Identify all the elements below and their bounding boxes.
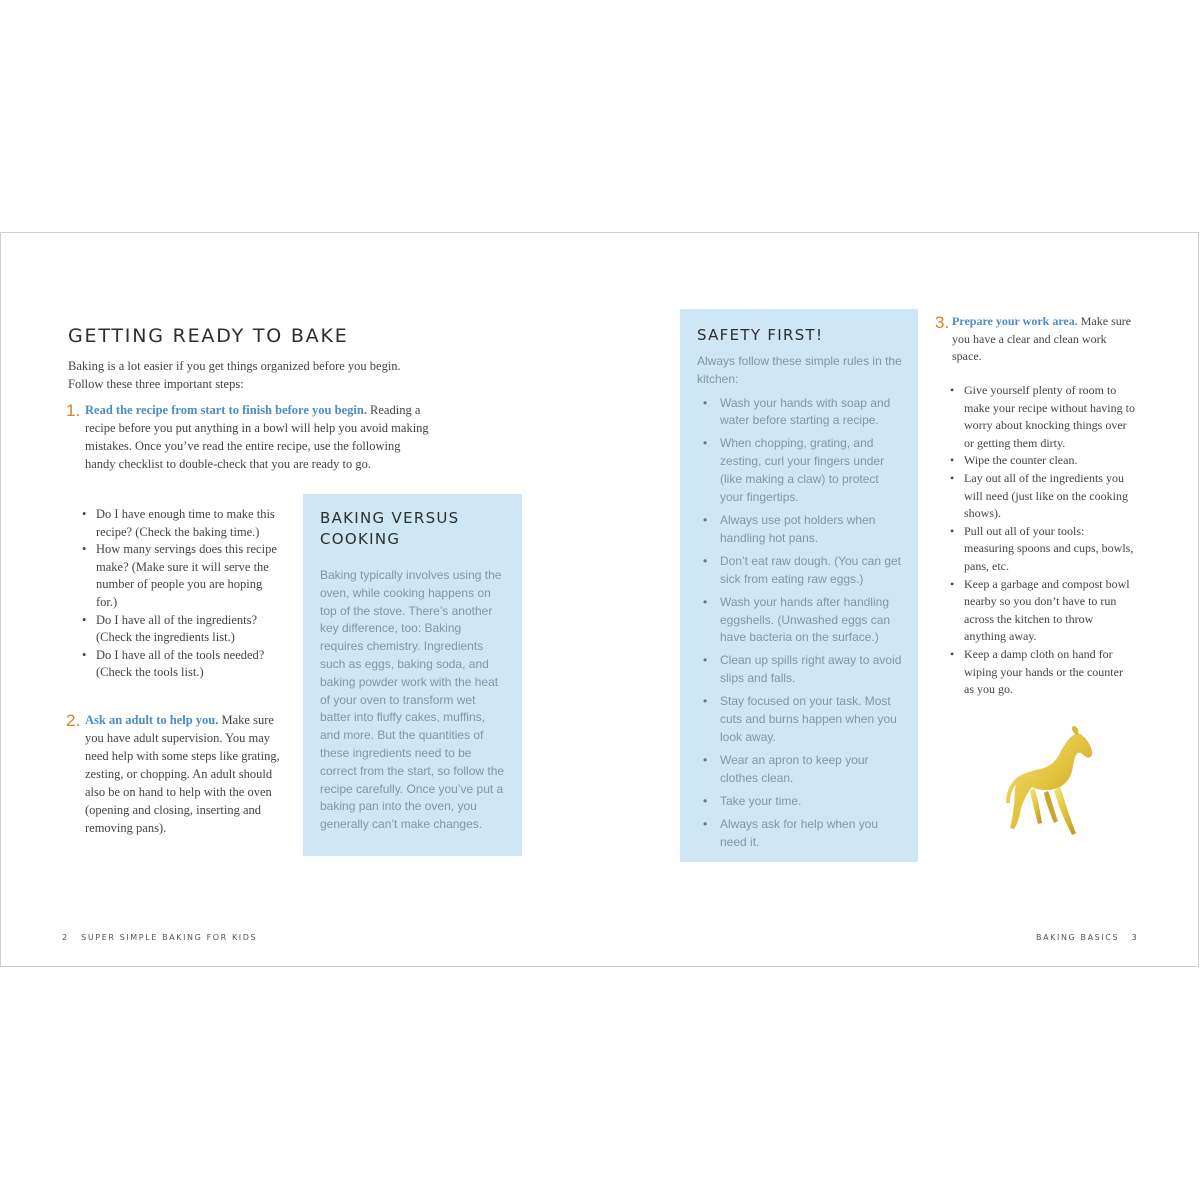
safety-rule: • Wash your hands after handling eggshells. (Unwashed eggs can have bacteria on the surface.)	[697, 594, 904, 647]
safety-rule: • When chopping, grating, and zesting, curl your fingers under (like making a claw) to protect your fingertips.	[697, 435, 904, 506]
checklist-item: • Pull out all of your tools: measuring spoons and cups, bowls, pans, etc.	[950, 523, 1135, 576]
footer-left	[62, 933, 257, 942]
golden-horse-figurine	[1000, 725, 1100, 840]
step-1-heading: Read the recipe from start to finish before you begin.	[85, 403, 367, 417]
step-3-number: 3.	[935, 313, 950, 332]
safety-rule: • Always ask for help when you need it.	[697, 816, 904, 852]
step-1	[85, 401, 430, 473]
work-area-checklist	[950, 382, 1135, 699]
safety-rule: • Wear an apron to keep your clothes clean.	[697, 752, 904, 788]
checklist	[82, 506, 277, 682]
checklist-item: • Keep a damp cloth on hand for wiping your hands or the counter as you go.	[950, 646, 1135, 699]
step-2-heading: Ask an adult to help you.	[85, 713, 219, 727]
checklist-item: • Do I have all of the tools needed? (Check the tools list.)	[82, 647, 277, 682]
safety-intro: Always follow these simple rules in the kitchen:	[697, 354, 902, 386]
checklist-item: • Wipe the counter clean.	[950, 452, 1135, 470]
safety-rules-list	[697, 395, 904, 852]
footer-page-number-left: 2	[62, 933, 69, 942]
checklist-item: • Lay out all of the ingredients you will need (just like on the cooking shows).	[950, 470, 1135, 523]
step-1-text: Reading a recipe before you put anything in a bowl will help you avoid making mistakes. Once you’ve read the entire recipe, use the following handy checklist to double-check that you are ready to go.	[85, 403, 429, 471]
baking-vs-cooking-box	[303, 494, 522, 856]
sidebar-text: Baking typically involves using the oven, while cooking happens on top of the stove. There’s another key difference, too: Baking requires chemistry. Ingredients such as eggs, baking soda, and baking powder work with the heat of your oven to transform wet batter into fluffy cakes, muffins, and more. But the quantities of these ingredients need to be correct from the start, so follow the recipe carefully. Once you’ve put a baking pan into the oven, you generally can’t make changes.	[320, 568, 505, 832]
intro-text: Baking is a lot easier if you get things organized before you begin. Follow these three important steps:	[68, 359, 401, 391]
footer-right	[1036, 933, 1138, 942]
checklist-item: • Do I have enough time to make this recipe? (Check the baking time.)	[82, 506, 277, 541]
sidebar-title: BAKING VERSUS COOKING	[320, 509, 460, 548]
step-2	[85, 711, 290, 837]
safety-rule: • Don’t eat raw dough. (You can get sick from eating raw eggs.)	[697, 553, 904, 589]
footer-section-title: BAKING BASICS	[1036, 933, 1120, 942]
step-3	[952, 313, 1137, 366]
footer-page-number-right: 3	[1131, 933, 1139, 942]
safety-rule: • Clean up spills right away to avoid slips and falls.	[697, 652, 904, 688]
safety-rule: • Stay focused on your task. Most cuts and burns happen when you look away.	[697, 693, 904, 746]
footer-book-title: SUPER SIMPLE BAKING FOR KIDS	[81, 933, 258, 942]
safety-rule: • Always use pot holders when handling hot pans.	[697, 512, 904, 548]
step-3-text: Make sure you have a clear and clean work space.	[952, 314, 1132, 364]
step-2-number: 2.	[66, 711, 81, 730]
safety-rule: • Take your time.	[697, 793, 904, 811]
checklist-item: • Keep a garbage and compost bowl nearby so you don’t have to run across the kitchen to throw anything away.	[950, 576, 1135, 646]
checklist-item: • Do I have all of the ingredients? (Check the ingredients list.)	[82, 612, 277, 647]
safety-title: SAFETY FIRST!	[697, 326, 824, 344]
step-1-number: 1.	[66, 401, 81, 420]
checklist-item: • How many servings does this recipe make? (Make sure it will serve the number of people you are hoping for.)	[82, 541, 277, 611]
step-3-heading: Prepare your work area.	[952, 314, 1078, 328]
step-2-text: Make sure you have adult supervision. You may need help with some steps like grating, zesting, or chopping. An adult should also be on hand to help with the oven (opening and closing, inserting and removing pans).	[85, 713, 280, 835]
checklist-item: • Give yourself plenty of room to make your recipe without having to worry about knocking things over or getting them dirty.	[950, 382, 1135, 452]
safety-rule: • Wash your hands with soap and water before starting a recipe.	[697, 395, 904, 431]
page-title: GETTING READY TO BAKE	[68, 325, 349, 347]
safety-first-box	[680, 309, 918, 862]
